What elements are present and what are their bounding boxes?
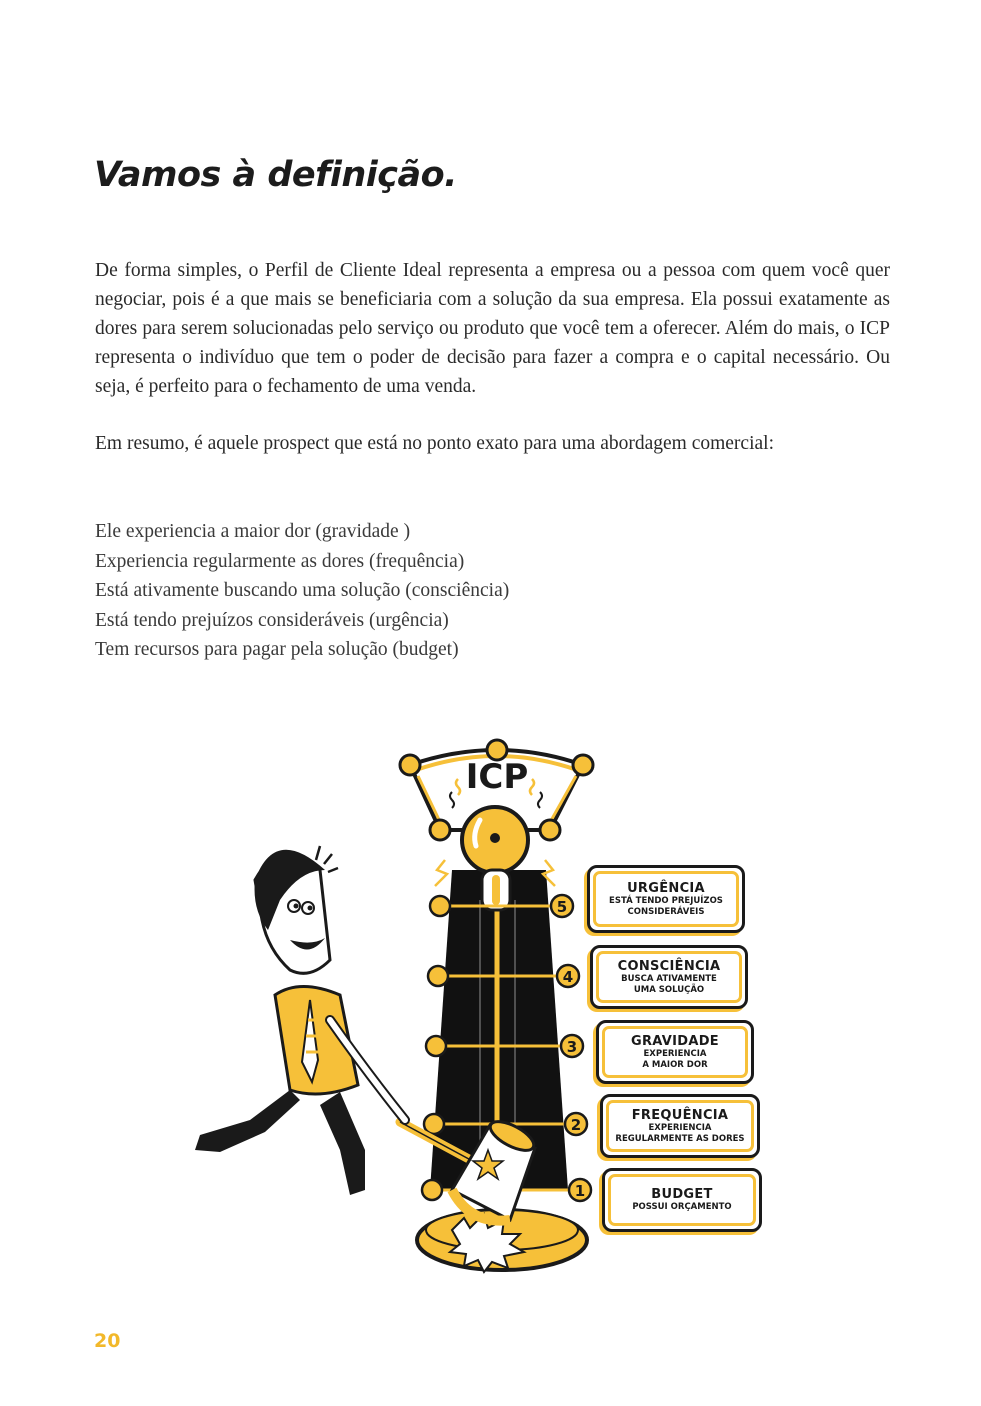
level-label-frequencia xyxy=(600,1094,760,1158)
level-label-title: GRAVIDADE xyxy=(631,1033,719,1049)
level-number: 5 xyxy=(556,898,568,916)
man-figure xyxy=(195,846,405,1195)
level-label-consciencia xyxy=(590,945,748,1009)
level-label-desc: UMA SOLUÇÃO xyxy=(633,984,705,995)
criteria-item: Experiencia regularmente as dores (frequência) xyxy=(95,550,465,572)
level-label-desc: BUSCA ATIVAMENTE xyxy=(621,973,717,984)
level-label-desc: EXPERIENCIA xyxy=(648,1122,712,1133)
page-number: 20 xyxy=(94,1330,121,1352)
level-label-desc: ESTÁ TENDO PREJUÍZOS xyxy=(609,895,723,906)
criteria-item: Tem recursos para pagar pela solução (budget) xyxy=(95,639,459,660)
level-number: 4 xyxy=(562,968,574,986)
level-label-desc: EXPERIENCIA xyxy=(643,1048,707,1059)
level-label-gravidade xyxy=(596,1020,754,1084)
criteria-item: Está tendo prejuízos consideráveis (urgência) xyxy=(95,609,449,631)
level-label-title: CONSCIÊNCIA xyxy=(617,958,721,974)
level-label-budget xyxy=(602,1168,762,1232)
criteria-item: Está ativamente buscando uma solução (consciência) xyxy=(95,580,510,601)
level-label-desc: CONSIDERÁVEIS xyxy=(627,906,705,917)
level-label-desc: A MAIOR DOR xyxy=(642,1059,708,1070)
level-number: 2 xyxy=(570,1116,582,1134)
paragraph-summary: Em resumo, é aquele prospect que está no ponto exato para uma abordagem comercial: xyxy=(95,433,774,454)
level-label-desc: POSSUI ORÇAMENTO xyxy=(632,1202,732,1212)
level-label-desc: REGULARMENTE AS DORES xyxy=(615,1133,745,1144)
level-number: 3 xyxy=(566,1038,578,1056)
level-label-title: FREQUÊNCIA xyxy=(631,1107,729,1123)
icp-sign-text: ICP xyxy=(465,757,529,797)
icp-strength-tester-illustration xyxy=(190,720,780,1300)
criteria-item: Ele experiencia a maior dor (gravidade ) xyxy=(95,521,411,542)
level-label-urgencia xyxy=(587,865,745,933)
paragraph-definition: De forma simples, o Perfil de Cliente Ideal representa a empresa ou a pessoa com quem você quer negociar, pois é a que mais se beneficiaria com a solução da sua empresa. Ela possui exatamente as dores para serem solucionadas pelo serviço ou produto que você tem a oferecer. Além do mais, o ICP representa o indivíduo que tem o poder de decisão para fazer a compra e o capital necessário. Ou seja, é perfeito para o fechamento de uma venda. xyxy=(95,260,890,397)
page-title: Vamos à definição. xyxy=(94,155,457,195)
criteria-list xyxy=(95,517,509,665)
level-label-title: BUDGET xyxy=(651,1187,713,1202)
level-number: 1 xyxy=(574,1182,586,1200)
level-label-title: URGÊNCIA xyxy=(627,880,705,896)
